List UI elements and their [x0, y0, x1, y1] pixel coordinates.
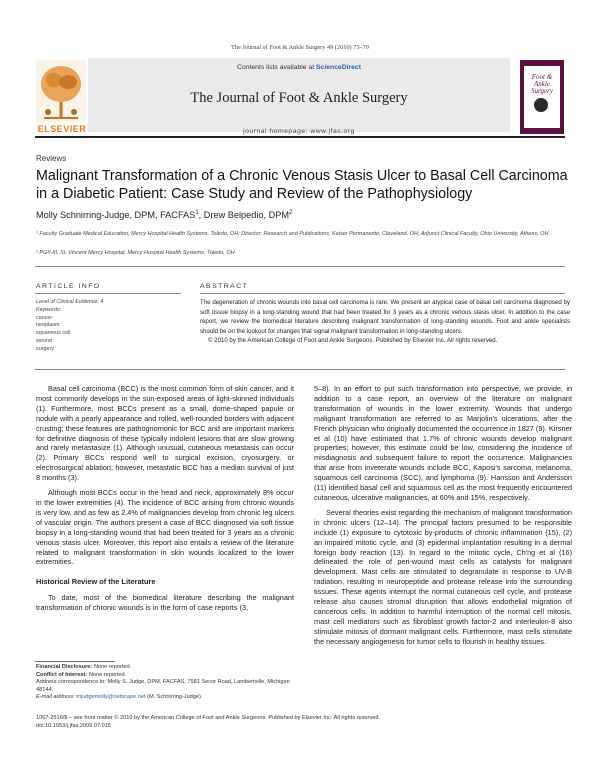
body-right-column [314, 384, 572, 652]
affiliation-divider [35, 266, 565, 267]
email-link[interactable]: mjudgemolly@netscape.net [76, 694, 146, 701]
author-1[interactable]: Molly Schnirring-Judge, DPM, FACFAS [36, 210, 196, 221]
article-title: Malignant Transformation of a Chronic Venous Stasis Ulcer to Basal Cell Carcinoma in a Diabetic Patient: Case Study and Review of the Pathophysiology [36, 168, 568, 202]
body-paragraph: Basal cell carcinoma (BCC) is the most common form of skin cancer, and it most commonly develops in the sun-exposed areas of light-skinned individuals (1). Furthermore, most BCCs present as a small, dome-shaped papule or nodule with a pearly appearance and rolled, well-rounded borders with adjacent crusting; these features are pathognomonic for BCC and are important markers for definitive diagnosis of these typically indolent lesions that are slow growing and rarely metastasize (1). Although unusual, cutaneous metastasis can occur (2). Primary BCCs respond well to surgical excision, cryosurgery, or electrosurgical ablation; however, metastatic BCC has a median survival of just 8 months (3). [36, 384, 294, 483]
keywords-label: Keywords: [36, 306, 62, 313]
doi-line[interactable]: doi:10.1053/j.jfas.2009.07.015 [36, 723, 111, 729]
abstract-text: The degeneration of chronic wounds into basal cell carcinoma is rare. We present an atypical case of basal cell carcinoma diagnosed by soft tissue biopsy in a long-standing wound that had been treated for 3 years as a chronic venous stasis ulcer. In addition to the case report, we review the biomedical literature describing malignant transformation of long-standing wounds. Foot and ankle specialists should be on the lookout for changes that signal malignant transformation in long-standing ulcers. [200, 299, 570, 335]
email-line [36, 694, 294, 702]
author-list [36, 210, 292, 220]
email-suffix: (M. Schnirring-Judge). [145, 694, 203, 701]
journal-homepage[interactable]: journal homepage: www.jfas.org [243, 128, 355, 135]
keyword: neoplasm [36, 322, 60, 329]
footnote-divider [35, 661, 115, 662]
affiliation-1: ¹ Faculty Graduate Medical Education, Mercy Hospital Health Systems, Toledo, OH; Director; Research and Publications, Kaiser Permanente, Cleveland, OH; Adjunct Clinical Faculty, Ohio University, Athens, OH [36, 231, 549, 237]
conflict-value: None reported. [87, 671, 127, 678]
author-2-affil-mark: 2 [289, 210, 293, 216]
cover-emblem-icon [534, 98, 548, 112]
abstract-body [200, 298, 570, 346]
issn-line: 1067-2516/$ – see front matter © 2010 by the American College of Foot and Ankle Surgeons. Published by Elsevier Inc. All rights reserved. [36, 715, 380, 721]
financial-disclosure-label: Financial Disclosure: [36, 664, 93, 670]
running-head: The Journal of Foot & Ankle Surgery 49 (2010) 75–79 [231, 44, 369, 51]
footnotes [36, 664, 294, 702]
author-2[interactable]: Drew Belpedio, DPM [203, 210, 290, 221]
keyword: squamous cell [36, 330, 71, 337]
article-info-heading: ARTICLE INFO [36, 283, 101, 290]
body-paragraph: Several theories exist regarding the mechanism of malignant transformation in chronic ulcers (12–14). The principal factors presumed to be responsible include (1) exposure to cytotoxic by-products of chronic inflammation (15), (2) an impaired mitotic cycle, and (3) epidermal implantation resulting in a dermal foreign body reaction (13). In regard to the mitotic cycle, Ch'ng et al (16) delineated the role of peri-wound mast cells as catalysts for malignant development. Mast cells are stimulated to degranulate in response to UV-B radiation, resulting in neuropeptide and protease release into the surrounding tissues. These agents interrupt the normal cutaneous cell cycle, and protease release also causes stromal disruption that allows endothelial migration of cancerous cells. In addition to harmful interruption of the normal cell mitosis, mast cell mediators such as fibroblast growth factor-2 and interleukin-8 also stimulate mitosis of dormant malignant cells. Furthermore, mast cells stimulate the necessary angiogenesis for tumor cells to flourish in healthy tissues. [314, 507, 572, 646]
author-1-affil-mark: 1 [195, 210, 199, 216]
article-info-divider [35, 293, 181, 294]
email-label: E-mail address: [36, 694, 77, 701]
cover-page [524, 66, 560, 128]
body-paragraph: To date, most of the biomedical literature describing the malignant transformation of chronic wounds is in the form of case reports (3, [36, 593, 294, 613]
body-paragraph: 5–8). In an effort to put such transformation into perspective, we provide, in addition to a case report, an overview of the literature on malignant transformation of wounds in the lower extremity. Wounds that undergo malignant transformation are referred to as Marjolin's ulcerations, after the French physician who originally documented the occurrence in 1827 (9). Kirsner et al (10) have estimated that 1.7% of chronic wounds develop malignant properties; however, this estimate could be low, considering the incidence of misdiagnosis and subsequent failure to report the occurrence. Malignancies that arise from inveterate wounds include BCC, Kaposi's sarcoma, melanoma, squamous cell carcinoma (SCC), and lymphoma (9). Hansson and Andersson (11) identified basal cell and squamous cell as the most frequently encountered cutaneous, ulcerative malignancies, at 60% and 15%, respectively. [314, 384, 572, 502]
abstract-divider [200, 293, 565, 294]
conflict-label: Conflict of Interest: [36, 671, 88, 678]
contents-prefix: Contents lists available at [237, 64, 316, 71]
section-label: Reviews [36, 154, 67, 163]
cover-title: Foot & Ankle Surgery [531, 73, 553, 95]
elsevier-tree-logo-icon [36, 60, 86, 130]
article-info-block [36, 299, 181, 354]
abstract-bottom-divider [35, 369, 565, 370]
conflict-of-interest [36, 672, 294, 680]
level-of-evidence: Level of Clinical Evidence: 4 [36, 299, 104, 305]
header-divider [35, 136, 565, 138]
body-left-column [36, 384, 294, 618]
keyword: wound [36, 337, 52, 344]
sciencedirect-link[interactable]: ScienceDirect [316, 64, 361, 71]
affiliation-2: ² PGY-III, St. Vincent Mercy Hospital, Mercy Hospital Health Systems, Toledo, OH [36, 250, 235, 256]
author-separator: , [198, 210, 204, 221]
correspondence-address: Address correspondence to: Molly S. Judge, DPM, FACFAS, 7581 Secor Road, Lambertville, Michigan 48144. [36, 679, 290, 693]
keyword: cancer [36, 314, 53, 321]
abstract-heading: ABSTRACT [200, 283, 249, 290]
journal-title: The Journal of Foot & Ankle Surgery [190, 90, 408, 106]
financial-disclosure [36, 664, 294, 672]
financial-disclosure-value: None reported. [92, 664, 132, 670]
section-heading: Historical Review of the Literature [36, 577, 156, 587]
abstract-copyright: © 2010 by the American College of Foot and Ankle Surgeons. Published by Elsevier Inc. All rights reserved. [208, 337, 498, 344]
keyword: surgery [36, 345, 54, 352]
body-paragraph: Although most BCCs occur in the head and neck, approximately 8% occur in the lower extremities (4). The incidence of BCC arising from chronic wounds is very low, and as few as 2.4% of malignancies develop from chronic leg ulcers of vascular origin. The authors present a case of BCC diagnosed via soft tissue biopsy in a long-standing wound that had been treated for 3 years as a chronic venous stasis ulcer. Moreover, this report also entails a review of the literature related to malignant transformation in skin wounds localized to the lower extremities. [36, 488, 294, 567]
publisher-logo-text: ELSEVIER [37, 124, 87, 134]
journal-cover-thumbnail [520, 60, 564, 134]
contents-available-line [88, 64, 510, 71]
